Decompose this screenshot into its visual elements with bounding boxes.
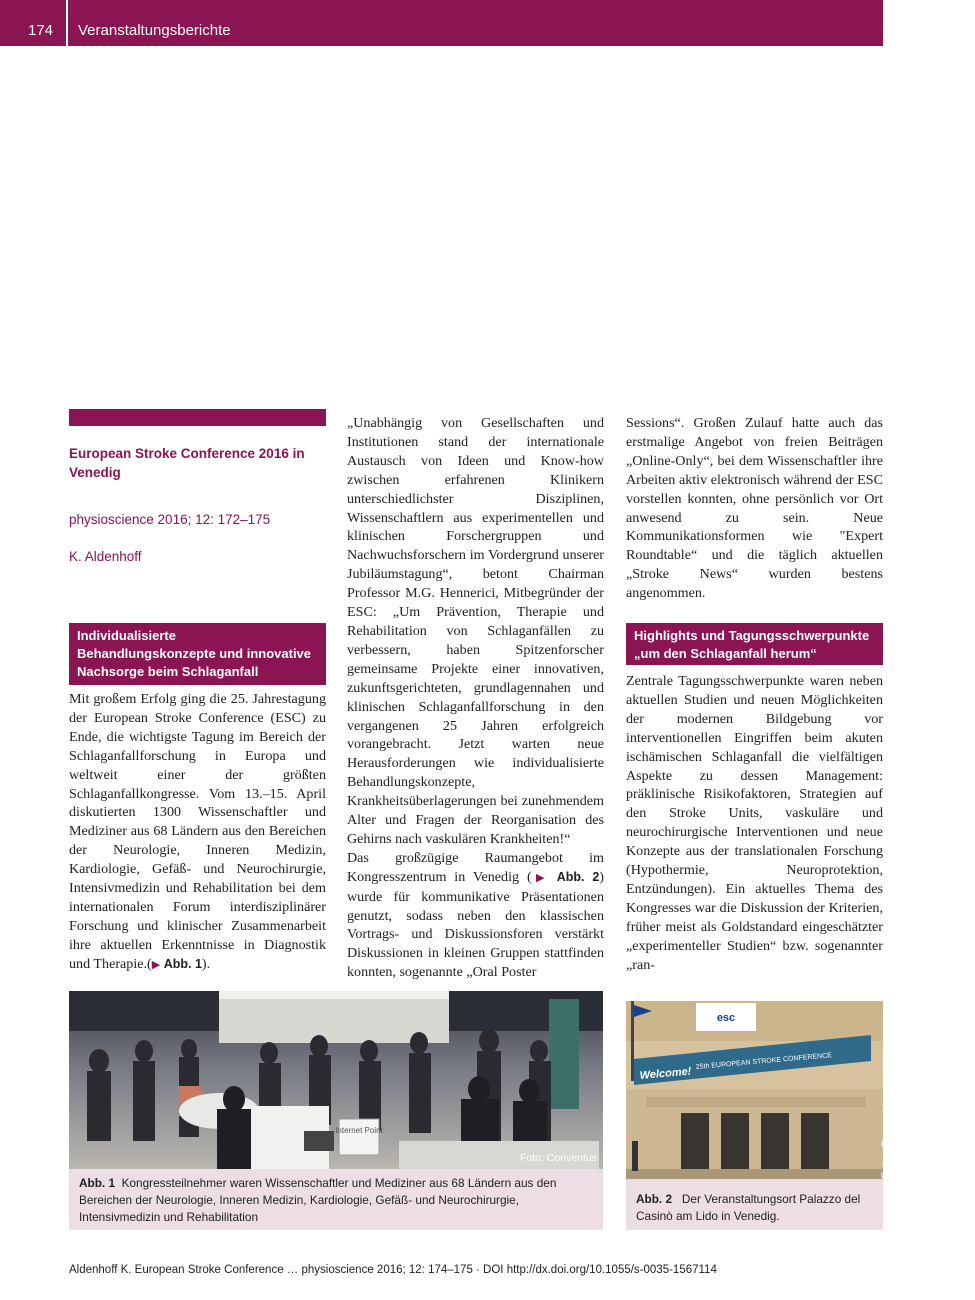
esc-logo: esc <box>716 1012 736 1024</box>
figure-2 <box>626 1001 893 1230</box>
header-divider <box>66 0 68 46</box>
figure-caption <box>636 1191 876 1225</box>
figure-1 <box>69 991 603 1230</box>
figure-reference[interactable]: Abb. 2 <box>556 869 600 884</box>
paragraph <box>347 849 604 982</box>
paragraph-end: ). <box>201 955 211 972</box>
paragraph: Sessions“. Großen Zulauf hatte auch das erstmalige Angebot von freien Beiträgen „Online-Only“, bei dem Wissenschaftler ihre Arbeiten aktiv elektronisch während der ESC vorstellen konnten, ohne persönlich vor Ort anwesend zu sein. Neue Kommunikationsformen wie "Expert Roundtable“ und die täglich aktuellen „Stroke News“ wurden bestens angenommen. <box>626 415 883 602</box>
figure-reference[interactable]: Abb. 1 <box>163 956 202 971</box>
welcome-banner-text: Welcome! <box>639 1065 692 1082</box>
article-title: European Stroke Conference 2016 in Venedig <box>69 446 305 480</box>
arrow-icon: ▶ <box>151 958 161 971</box>
internet-point-sign: Internet Point <box>335 1126 383 1135</box>
text-column-3-top <box>626 414 883 603</box>
photo-credit: Foto: Conventus <box>879 1091 893 1180</box>
page-footer: Aldenhoff K. European Stroke Conference … physioscience 2016; 12: 174–175 · DOI http://dx.doi.org/10.1055/s-0035-1567114 <box>69 1264 717 1276</box>
text-column-2 <box>347 414 604 982</box>
left-accent-bar <box>69 409 326 426</box>
section-heading-box: Individualisierte Behandlungskonzepte und innovative Nachsorge beim Schlaganfall <box>69 623 326 685</box>
caption-label: Abb. 2 <box>636 1192 673 1206</box>
paragraph-text: Das großzügige Raumangebot im Kongresszentrum in Venedig ( <box>347 849 604 885</box>
page-number: 174 <box>28 22 54 39</box>
paragraph: Zentrale Tagungsschwerpunkte waren neben aktuellen Studien und neuen Möglichkeiten der modernen Bildgebung vor interventionellen Eingriffen beim akuten ischämischen Schlaganfall die vielfältigen Aspekte zu dessen Management: präklinische Risikofaktoren, Strategien auf den Stroke Units, vaskuläre und neurochirurgische Interventionen und neue Konzepte aus der translationalen Forschung (Hypothermie, Neuroprotektion, Entzündungen). Ein aktuelles Thema des Kongresses war die Diskussion der Kriterien, früher meist als Goldstandard eingeschätzter „experimenteller Studien“ bzw. sogenannter „ran- <box>626 673 883 973</box>
arrow-icon: ▶ <box>531 871 549 884</box>
paragraph-text: Mit großem Erfolg ging die 25. Jahrestagung der European Stroke Conference (ESC) zu Ende, die wichtigste Tagung im Bereich der Schlaganfallforschung in Europa und weltweit einer der größten Schlaganfallkongresse. Vom 13.–15. April diskutierten 1300 Wissenschaftler und Mediziner aus 68 Ländern aus den Bereichen der Neurologie, Inneren Medizin, Kardiologie, Gefäß- und Neurochirurgie, Intensivmedizin und Rehabilitation bei dem internationalen Forum interdisziplinärer Forschung und klinischer Zusammenarbeit ihre aktuellen Erkenntnisse in Diagnostik und Therapie.( <box>69 691 326 972</box>
caption-label: Abb. 1 <box>79 1176 116 1190</box>
caption-text: Der Veranstaltungsort Palazzo del Casinò am Lido in Venedig. <box>636 1192 861 1223</box>
section-title: Veranstaltungsberichte <box>78 22 231 39</box>
paragraph: „Unabhängig von Gesellschaften und Institutionen stand der internationale Austausch von Ideen und Know-how zwischen erfahrenen Klinikern unterschiedlichster Disziplinen, Wissenschaftlern aus experimentellen und klinischen Forschergruppen und Nachwuchsforschern im Vordergrund unserer Jubiläumstagung“, betont Chairman Professor M.G. Hennerici, Mitbegründer der ESC: „Um Prävention, Therapie und Rehabilitation von Schlaganfällen zu verbessern, haben Spitzenforscher gemeinsame Projekte einer innovativen, zukunftsgerichteten, grundlagennahen und klinischen Schlaganfallforschung in den vergangenen 25 Jahren erfolgreich vorangebracht. Jetzt warten neue Herausforderungen wie individualisierte Behandlungskonzepte, Krankheitsüberlagerungen bei zunehmendem Alter und Fragen der Reorganisation des Gehirns nach vaskulären Krankheiten!“ <box>347 415 604 847</box>
conference-banner-text: 25th EUROPEAN STROKE CONFERENCE <box>695 1052 833 1071</box>
section-heading-box: Highlights und Tagungsschwerpunkte „um den Schlaganfall herum“ <box>626 623 883 665</box>
venue-building-photo <box>626 1001 883 1179</box>
article-author: K. Aldenhoff <box>69 549 142 564</box>
figure-caption <box>79 1175 595 1226</box>
photo-credit: Foto: Conventus <box>519 1152 597 1164</box>
conference-crowd-photo <box>69 991 603 1169</box>
article-citation: physioscience 2016; 12: 172–175 <box>69 512 271 527</box>
caption-text: Kongressteilnehmer waren Wissenschaftler und Mediziner aus 68 Ländern aus den Bereichen der Neurologie, Inneren Medizin, Kardiologie, Gefäß- und Neurochirurgie, Intensivmedizin und Rehabilitation <box>79 1176 557 1224</box>
paragraph <box>69 690 326 975</box>
text-column-3-bottom <box>626 672 883 975</box>
paragraph-end: ) wurde für kommunikative Präsentationen genutzt, sodass neben den klassischen Vortrags- und Diskussionsforen verstärkt Diskussionen in kleinen Gruppen stattfinden konnten, sogenannte „Oral Poster <box>347 868 604 981</box>
text-column-1 <box>69 690 326 975</box>
page-header <box>0 0 883 46</box>
